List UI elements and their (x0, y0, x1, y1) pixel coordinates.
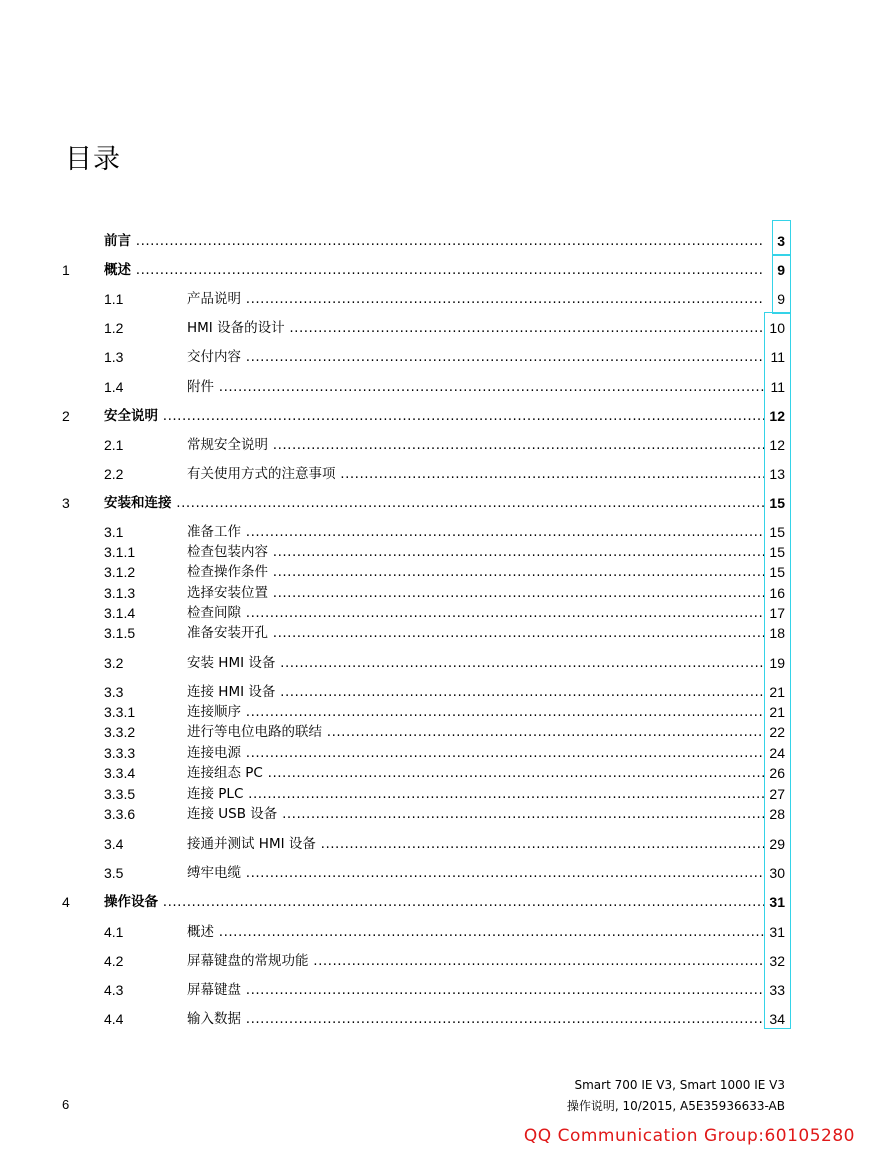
toc-entry-number: 3.3.1 (104, 704, 136, 720)
toc-entry-title[interactable]: 检查包装内容 ..... (187, 544, 764, 560)
toc-entry[interactable] (62, 233, 788, 249)
toc-entry-title[interactable]: 安全说明 ..... (104, 408, 764, 424)
toc-entry-title[interactable]: 安装和连接 ..... (104, 495, 764, 511)
page-number: 6 (62, 1097, 70, 1112)
toc-entry-number: 3.3.4 (104, 765, 136, 781)
toc-entry-number: 4.2 (104, 953, 124, 969)
toc-entry-title[interactable]: 常规安全说明 ..... (187, 437, 764, 453)
toc-entry[interactable] (62, 524, 788, 540)
toc-entry-page[interactable]: 12 (769, 408, 785, 424)
toc-entry-number: 2.2 (104, 466, 124, 482)
toc-entry-page[interactable]: 3 (777, 233, 785, 249)
toc-entry-page[interactable]: 12 (769, 437, 785, 453)
toc-entry-number: 3.3.3 (104, 745, 136, 761)
toc-entry-number: 1.4 (104, 379, 124, 395)
toc-entry-title[interactable]: 连接电源 ..... (187, 745, 764, 761)
toc-entry-page[interactable]: 30 (769, 865, 785, 881)
toc-entry-page[interactable]: 9 (777, 262, 785, 278)
toc-entry-title[interactable]: 交付内容 ..... (187, 349, 764, 365)
toc-entry-page[interactable]: 26 (769, 765, 785, 781)
toc-entry-number: 2 (62, 408, 70, 424)
toc-entry-page[interactable]: 9 (777, 291, 785, 307)
toc-entry-page[interactable]: 11 (770, 349, 785, 365)
toc-entry[interactable] (62, 786, 788, 802)
toc-entry-title[interactable]: 连接 USB 设备 ..... (187, 806, 764, 822)
toc-entry-page[interactable]: 22 (769, 724, 785, 740)
toc-entry-page[interactable]: 33 (769, 982, 785, 998)
toc-entry-title[interactable]: HMI 设备的设计 ..... (187, 320, 764, 336)
toc-entry[interactable] (62, 865, 788, 881)
toc-entry[interactable] (62, 953, 788, 969)
toc-entry-title[interactable]: 产品说明 ..... (187, 291, 764, 307)
toc-entry[interactable] (62, 894, 788, 910)
toc-entry-page[interactable]: 15 (769, 564, 785, 580)
toc-entry-title[interactable]: 准备工作 ..... (187, 524, 764, 540)
toc-entry-number: 3 (62, 495, 70, 511)
toc-entry[interactable] (62, 262, 788, 278)
toc-entry-title[interactable]: 准备安装开孔 ..... (187, 625, 764, 641)
toc-entry-title[interactable]: 选择安装位置 ..... (187, 585, 764, 601)
toc-entry-page[interactable]: 29 (769, 836, 785, 852)
toc-entry-page[interactable]: 18 (769, 625, 785, 641)
toc-entry[interactable] (62, 684, 788, 700)
toc-entry-title[interactable]: 前言 ..... (104, 233, 764, 249)
toc-entry-page[interactable]: 10 (769, 320, 785, 336)
toc-entry-number: 3.1.1 (104, 544, 136, 560)
toc-entry-title[interactable]: 输入数据 ..... (187, 1011, 764, 1027)
toc-entry[interactable] (62, 704, 788, 720)
toc-entry-number: 3.1.4 (104, 605, 136, 621)
toc-entry-number: 3.1.3 (104, 585, 136, 601)
toc-entry[interactable] (62, 408, 788, 424)
toc-entry-title[interactable]: 安装 HMI 设备 ..... (187, 655, 764, 671)
toc-entry-page[interactable]: 21 (769, 704, 785, 720)
toc-entry-page[interactable]: 32 (769, 953, 785, 969)
toc-entry-number: 3.3.2 (104, 724, 136, 740)
toc-entry-number: 3.3 (104, 684, 124, 700)
toc-entry-title[interactable]: 概述 ..... (104, 262, 764, 278)
toc-entry[interactable] (62, 836, 788, 852)
toc-entry-title[interactable]: 检查间隙 ..... (187, 605, 764, 621)
toc-entry-title[interactable]: 屏幕键盘 ..... (187, 982, 764, 998)
toc-entry-number: 1.2 (104, 320, 124, 336)
toc-entry-number: 4.1 (104, 924, 124, 940)
toc-entry-number: 4.4 (104, 1011, 124, 1027)
toc-entry[interactable] (62, 625, 788, 641)
toc-entry-number: 3.1 (104, 524, 124, 540)
toc-entry[interactable] (62, 806, 788, 822)
toc-entry-title[interactable]: 检查操作条件 ..... (187, 564, 764, 580)
watermark: QQ Communication Group:60105280 (523, 1126, 855, 1146)
toc-entry[interactable] (62, 320, 788, 336)
toc-entry-page[interactable]: 21 (769, 684, 785, 700)
toc-entry-title[interactable]: 连接 PLC ..... (187, 786, 764, 802)
toc-entry[interactable] (62, 291, 788, 307)
toc-entry-page[interactable]: 15 (769, 495, 785, 511)
toc-entry-number: 3.1.5 (104, 625, 136, 641)
toc-entry-title[interactable]: 操作设备 ..... (104, 894, 764, 910)
toc-entry[interactable] (62, 544, 788, 560)
toc-entry[interactable] (62, 466, 788, 482)
toc-entry[interactable] (62, 564, 788, 580)
toc-entry-title[interactable]: 缚牢电缆 ..... (187, 865, 764, 881)
toc-entry-title[interactable]: 连接顺序 ..... (187, 704, 764, 720)
toc-entry-number: 3.2 (104, 655, 124, 671)
toc-entry[interactable] (62, 437, 788, 453)
toc-entry[interactable] (62, 924, 788, 940)
toc-entry-page[interactable]: 28 (769, 806, 785, 822)
toc-entry-page[interactable]: 15 (769, 544, 785, 560)
toc-entry[interactable] (62, 495, 788, 511)
toc-entry-title[interactable]: 进行等电位电路的联结 ..... (187, 724, 764, 740)
toc-entry-page[interactable]: 13 (769, 466, 785, 482)
footer-doc-info: 操作说明, 10/2015, A5E35936633-AB (566, 1099, 785, 1113)
toc-entry[interactable] (62, 349, 788, 365)
toc-entry-number: 3.5 (104, 865, 124, 881)
toc-entry-number: 3.3.6 (104, 806, 136, 822)
toc-entry-title[interactable]: 附件 ..... (187, 379, 764, 395)
toc-entry-page[interactable]: 27 (769, 786, 785, 802)
toc-entry-number: 4 (62, 894, 70, 910)
toc-entry-page[interactable]: 31 (769, 894, 785, 910)
toc-entry-number: 4.3 (104, 982, 124, 998)
toc-entry[interactable] (62, 605, 788, 621)
toc-entry-page[interactable]: 19 (769, 655, 785, 671)
toc-entry-number: 1.3 (104, 349, 124, 365)
page-title: 目录 (65, 144, 121, 175)
toc-entry-number: 3.3.5 (104, 786, 136, 802)
toc-entry-number: 1 (62, 262, 70, 278)
toc-entry-page[interactable]: 34 (769, 1011, 785, 1027)
toc-entry-number: 3.1.2 (104, 564, 136, 580)
toc-entry[interactable] (62, 585, 788, 601)
toc-entry[interactable] (62, 982, 788, 998)
toc-entry-title[interactable]: 概述 ..... (187, 924, 764, 940)
toc-entry-title[interactable]: 接通并测试 HMI 设备 ..... (187, 836, 764, 852)
toc-entry-title[interactable]: 有关使用方式的注意事项 ..... (187, 466, 764, 482)
toc-entry-page[interactable]: 16 (769, 585, 785, 601)
toc-entry-number: 2.1 (104, 437, 124, 453)
toc-entry-title[interactable]: 连接 HMI 设备 ..... (187, 684, 764, 700)
toc-entry-page[interactable]: 31 (769, 924, 785, 940)
toc-entry[interactable] (62, 724, 788, 740)
toc-entry-page[interactable]: 11 (770, 379, 785, 395)
toc-entry-number: 1.1 (104, 291, 124, 307)
toc-entry[interactable] (62, 655, 788, 671)
toc-entry-page[interactable]: 15 (769, 524, 785, 540)
toc-entry-page[interactable]: 17 (769, 605, 785, 621)
toc-entry[interactable] (62, 1011, 788, 1027)
toc-entry-title[interactable]: 屏幕键盘的常规功能 ..... (187, 953, 764, 969)
toc-entry-title[interactable]: 连接组态 PC ..... (187, 765, 764, 781)
toc-entry[interactable] (62, 765, 788, 781)
toc-entry[interactable] (62, 745, 788, 761)
toc-entry-number: 3.4 (104, 836, 124, 852)
footer-product: Smart 700 IE V3, Smart 1000 IE V3 (574, 1078, 785, 1092)
toc-entry[interactable] (62, 379, 788, 395)
toc-entry-page[interactable]: 24 (769, 745, 785, 761)
